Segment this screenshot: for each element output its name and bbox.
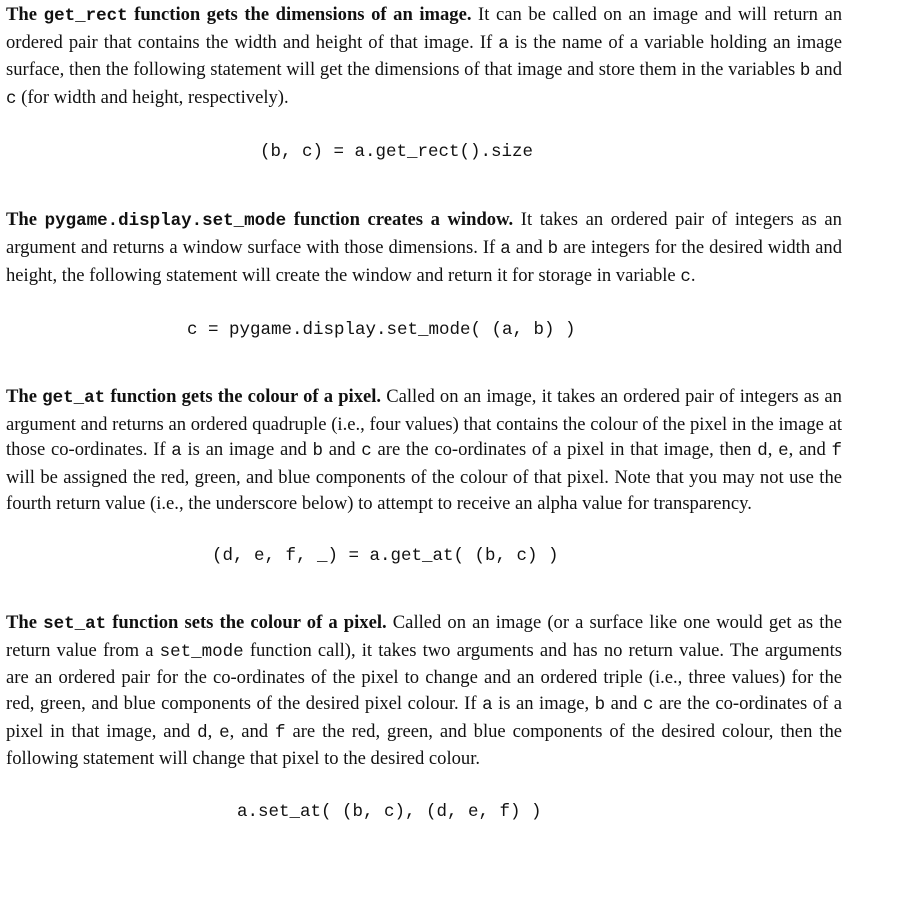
section-heading: The set_at function sets the colour of a pixel. <box>6 612 387 635</box>
section-get-rect <box>6 2 842 163</box>
section-heading: The get_at function gets the colour of a pixel. <box>6 386 382 409</box>
document-page <box>6 2 842 823</box>
section-set-at <box>6 610 842 823</box>
code-example-get-rect: (b, c) = a.get_rect().size <box>260 142 534 163</box>
paragraph-set-mode: The pygame.display.set_mode function creates a window. It takes an ordered pair of integers as an argument and returns a window surface with those dimensions. If a and b are integers for the desired width and height, the following statement will create the window and return it for storage in variable c. <box>6 209 842 287</box>
section-heading: The pygame.display.set_mode function creates a window. <box>6 209 514 232</box>
section-heading: The get_rect function gets the dimensions of an image. <box>6 4 472 26</box>
code-example-set-mode: c = pygame.display.set_mode( (a, b) ) <box>187 320 576 341</box>
section-get-at <box>6 384 842 567</box>
section-set-mode <box>6 207 842 341</box>
paragraph-get-at: The get_at function gets the colour of a pixel. Called on an image, it takes an ordered pair of integers as an argument and returns an ordered quadruple (i.e., four values) that contains the colour of the pixel in the image at those co-ordinates. If a is an image and b and c are the co-ordinates of a pixel in that image, then d, e, and f will be assigned the red, green, and blue components of the colour of that pixel. Note that you may not use the fourth return value (i.e., the underscore below) to attempt to receive an alpha value for transparency. <box>6 386 842 514</box>
code-example-set-at: a.set_at( (b, c), (d, e, f) ) <box>237 801 542 822</box>
paragraph-get-rect: The get_rect function gets the dimensions of an image. It can be called on an image and will return an ordered pair that contains the width and height of that image. If a is the name of a variable holding an image surface, then the following statement will get the dimensions of that image and store them in the variables b and c (for width and height, respectively). <box>6 4 843 109</box>
paragraph-set-at: The set_at function sets the colour of a pixel. Called on an image (or a surface like one would get as the return value from a set_mode function call), it takes two arguments and has no return value. The arguments are an ordered pair for the co-ordinates of the pixel to change and an ordered triple (i.e., three values) for the red, green, and blue components of the desired pixel colour. If a is an image, b and c are the co-ordinates of a pixel in that image, and d, e, and f are the red, green, and blue components of the desired colour, then the following statement will change that pixel to the desired colour. <box>6 612 843 770</box>
code-example-get-at: (d, e, f, _) = a.get_at( (b, c) ) <box>212 546 559 567</box>
